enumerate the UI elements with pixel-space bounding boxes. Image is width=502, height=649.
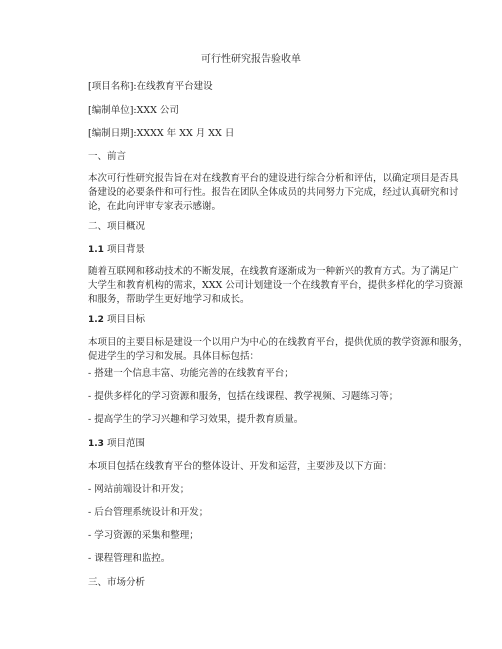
subsection-number: 1.1 xyxy=(88,245,104,255)
section-heading-market: 三、市场分析 xyxy=(88,577,146,588)
compiling-unit: [编制单位]:XXX 公司 xyxy=(88,105,179,116)
background-paragraph xyxy=(88,265,463,307)
document-title: 可行性研究报告验收单 xyxy=(201,54,301,65)
compile-date: [编制日期]:XXXX 年 XX 月 XX 日 xyxy=(88,128,235,139)
goals-line: 促进学生的学习和发展。具体目标包括： xyxy=(88,351,260,362)
subsection-title: 项目范围 xyxy=(106,438,145,449)
goals-item: - 搭建一个信息丰富、功能完善的在线教育平台； xyxy=(88,368,294,379)
subsection-heading-scope xyxy=(88,437,145,451)
background-line: 和服务，帮助学生更好地学习和成长。 xyxy=(88,294,250,305)
subsection-heading-goals xyxy=(88,313,145,327)
background-line: 随着互联网和移动技术的不断发展，在线教育逐渐成为一种新兴的教育方式。为了满足广 xyxy=(88,266,459,277)
goals-item: - 提高学生的学习兴趣和学习效果，提升教育质量。 xyxy=(88,414,304,425)
goals-item: - 提供多样化的学习资源和服务，包括在线课程、教学视频、习题练习等； xyxy=(88,391,399,402)
subsection-number: 1.2 xyxy=(88,315,104,325)
subsection-title: 项目背景 xyxy=(106,244,145,255)
preface-paragraph xyxy=(88,172,459,214)
subsection-title: 项目目标 xyxy=(106,314,145,325)
background-line: 大学生和教育机构的需求，XXX 公司计划建设一个在线教育平台，提供多样化的学习资源 xyxy=(88,280,463,291)
preface-line: 备建设的必要条件和可行性。报告在团队全体成员的共同努力下完成，经过认真研究和讨 xyxy=(88,187,459,198)
subsection-number: 1.3 xyxy=(88,439,104,449)
scope-item: - 后台管理系统设计和开发； xyxy=(88,507,209,518)
scope-paragraph: 本项目包括在线教育平台的整体设计、开发和运营，主要涉及以下方面： xyxy=(88,461,393,472)
goals-paragraph xyxy=(88,336,469,364)
scope-item: - 课程管理和监控。 xyxy=(88,553,171,564)
goals-line: 本项目的主要目标是建设一个以用户为中心的在线教育平台，提供优质的教学资源和服务， xyxy=(88,337,469,348)
section-heading-preface: 一、前言 xyxy=(88,151,127,162)
scope-item: - 学习资源的采集和整理； xyxy=(88,530,199,541)
preface-line: 论，在此向评审专家表示感谢。 xyxy=(88,201,222,212)
subsection-heading-background xyxy=(88,243,145,257)
project-name: [项目名称]:在线教育平台建设 xyxy=(88,81,213,92)
scope-item: - 网站前端设计和开发； xyxy=(88,484,190,495)
preface-line: 本次可行性研究报告旨在对在线教育平台的建设进行综合分析和评估，以确定项目是否具 xyxy=(88,173,459,184)
section-heading-overview: 二、项目概况 xyxy=(88,221,146,232)
